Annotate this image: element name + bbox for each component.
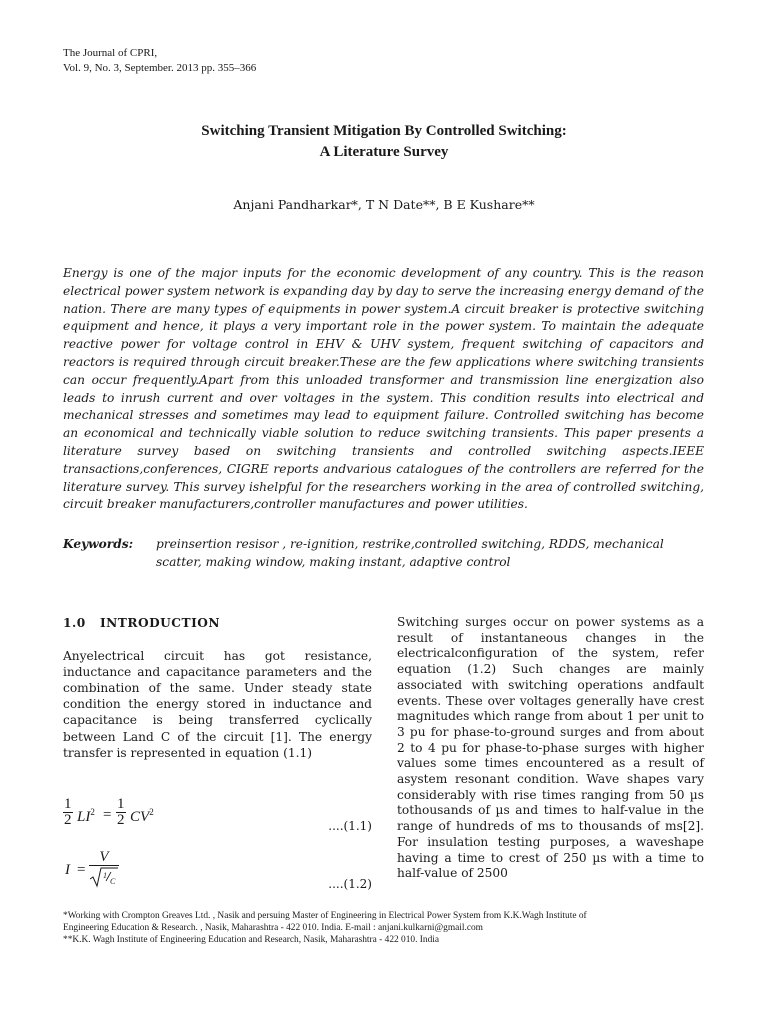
fraction-half-2: $\frac{1}{2}$	[117, 796, 125, 828]
title-line-1: Switching Transient Mitigation By Controlled Switching:	[201, 123, 567, 139]
left-column	[63, 615, 372, 761]
footnote-2: **K.K. Wagh Institute of Engineering Education and Research, Nasik, Maharashtra - 422 010. India	[63, 935, 440, 945]
paper-title	[0, 121, 768, 163]
eq-v-over-sqrt: V 1 C	[89, 850, 119, 888]
eq-equals: =	[103, 807, 112, 823]
equation-number-1-2: ....(1.2)	[328, 877, 372, 891]
eq-equals-2: =	[77, 862, 86, 878]
journal-name: The Journal of CPRI,	[63, 47, 158, 59]
journal-volume: Vol. 9, No. 3, September. 2013 pp. 355–366	[63, 62, 257, 74]
section-heading	[63, 615, 372, 631]
eq-i: I	[65, 862, 70, 878]
sqrt-icon	[89, 866, 119, 888]
title-line-2: A Literature Survey	[319, 144, 449, 160]
equation-1-1	[63, 797, 372, 841]
equation-1-2	[63, 850, 372, 896]
journal-info	[63, 46, 256, 76]
section-title: INTRODUCTION	[99, 616, 221, 630]
equation-number-1-1: ....(1.1)	[328, 819, 372, 833]
eq-cv2: $CV^2$	[130, 807, 154, 825]
svg-text:C: C	[110, 877, 116, 886]
authors: Anjani Pandharkar*, T N Date**, B E Kushare**	[233, 197, 535, 212]
abstract: Energy is one of the major inputs for the economic development of any country. This is the reason electrical power system network is expanding day by day to serve the increasing energy demand of the nation. There are many types of equipments in power system.A circuit breaker is protective switching equipment and hence, it plays a very important role in the power system. To maintain the adequate reactive power for voltage control in EHV & UHV system, frequent switching of capacitors and reactors is required through circuit breaker.These are the few applications where switching transients can occur frequently.Apart from this unloaded transformer and transmission line energization also leads to inrush current and over voltages in the system. This condition results into electrical and mechanical stresses and sometimes may lead to equipment failure. Controlled switching has become an economical and technically viable solution to reduce switching transients. This paper presents a literature survey based on switching transients and controlled switching aspects.IEEE transactions,conferences, CIGRE reports andvarious catalogues of the controllers are referred for the literature survey. This survey ishelpful for the researchers working in the area of controlled switching, circuit breaker manufacturers,controller manufactures and power utilities.	[63, 266, 704, 512]
footnotes	[63, 910, 704, 946]
intro-paragraph: Anyelectrical circuit has got resistance, inductance and capacitance parameters and the combination of the same. Under steady state condition the energy stored in inductance and capacitance is being transferred cyclically between Land C of the circuit [1]. The energy transfer is represented in equation (1.1)	[63, 649, 372, 760]
keywords-text: preinsertion resisor , re-ignition, restrike,controlled switching, RDDS, mechanical scatter, making window, making instant, adaptive control	[156, 537, 664, 569]
right-column: Switching surges occur on power systems as a result of instantaneous changes in the electricalconfiguration of the system, refer equation (1.2) Such changes are mainly associated with switching operations andfault events. These over voltages generally have crest magnitudes which range from about 1 per unit to 3 pu for phase-to-ground surges and from about 2 to 4 pu for phase-to-phase surges with higher values some times encountered as a result of asystem resonant condition. Wave shapes vary considerably with rise times ranging from 50 µs tothousands of µs and times to half-value in the range of hundreds of ms to thousands of ms[2]. For insulation testing purposes, a waveshape having a time to crest of 250 µs with a time to half-value of 2500	[397, 615, 704, 881]
keywords-label: Keywords:	[63, 537, 134, 551]
section-number: 1.0	[63, 616, 86, 630]
svg-text:1: 1	[103, 871, 107, 880]
eq-li2: $LI^2$	[77, 807, 95, 825]
footnote-1a: *Working with Crompton Greaves Ltd. , Nasik and persuing Master of Engineering in Electrical Power System from K.K.Wagh Institute of	[63, 911, 587, 921]
fraction-half: $\frac{1}{2}$	[64, 796, 72, 828]
footnote-1b: Engineering Education & Research. , Nasik, Maharashtra - 422 010. India. E-mail : anjani.kulkarni@gmail.com	[63, 923, 483, 933]
